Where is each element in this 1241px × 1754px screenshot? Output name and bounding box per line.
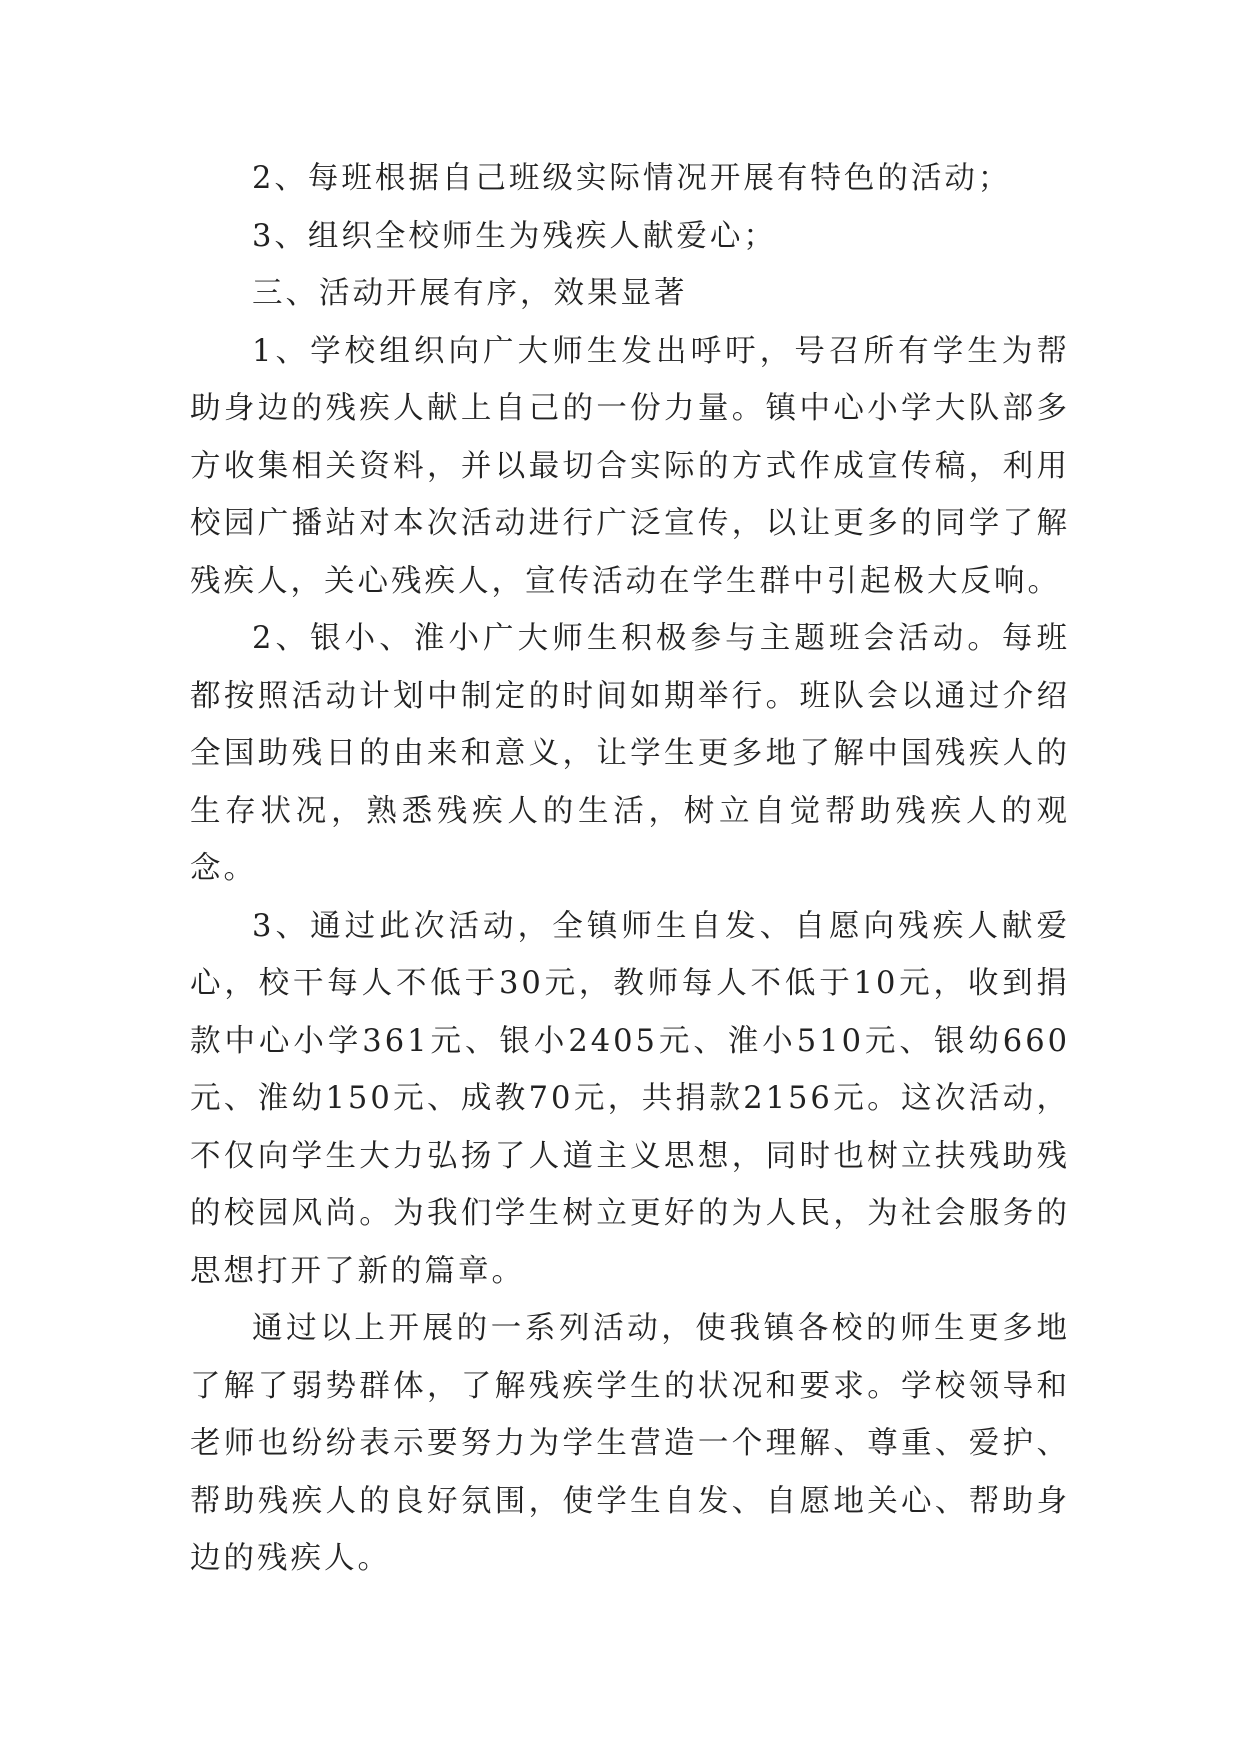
paragraph-item-3: 3、组织全校师生为残疾人献爱心； xyxy=(252,218,777,254)
paragraph-section3-item-1: 1、学校组织向广大师生发出呼吁，号召所有学生为帮助身边的残疾人献上自己的一份力量。镇中心小学大队部多方收集相关资料，并以最切合实际的方式作成宣传稿，利用校园广播站对本次活动进行广泛宣传，以让更多的同学了解残疾人，关心残疾人，宣传活动在学生群中引起极大反响。 xyxy=(190,333,1070,599)
section-heading-3: 三、活动开展有序，效果显著 xyxy=(252,276,688,311)
paragraph-item-2: 2、每班根据自己班级实际情况开展有特色的活动； xyxy=(252,161,1012,196)
paragraph-section3-item-2: 2、银小、淮小广大师生积极参与主题班会活动。每班都按照活动计划中制定的时间如期举行。班队会以通过介绍全国助残日的由来和意义，让学生更多地了解中国残疾人的生存状况，熟悉残疾人的生活，树立自觉帮助残疾人的观念。 xyxy=(190,621,1070,886)
document-page xyxy=(190,150,1070,1588)
paragraph-section3-item-3: 3、通过此次活动，全镇师生自发、自愿向残疾人献爱心，校干每人不低于30元，教师每人不低于10元，收到捐款中心小学361元、银小2405元、淮小510元、银幼660元、淮幼150元、成教70元，共捐款2156元。这次活动，不仅向学生大力弘扬了人道主义思想，同时也树立扶残助残的校园风尚。为我们学生树立更好的为人民，为社会服务的思想打开了新的篇章。 xyxy=(190,908,1070,1289)
paragraph-conclusion: 通过以上开展的一系列活动，使我镇各校的师生更多地了解了弱势群体，了解残疾学生的状况和要求。学校领导和老师也纷纷表示要努力为学生营造一个理解、尊重、爱护、帮助残疾人的良好氛围，使学生自发、自愿地关心、帮助身边的残疾人。 xyxy=(190,1311,1070,1576)
